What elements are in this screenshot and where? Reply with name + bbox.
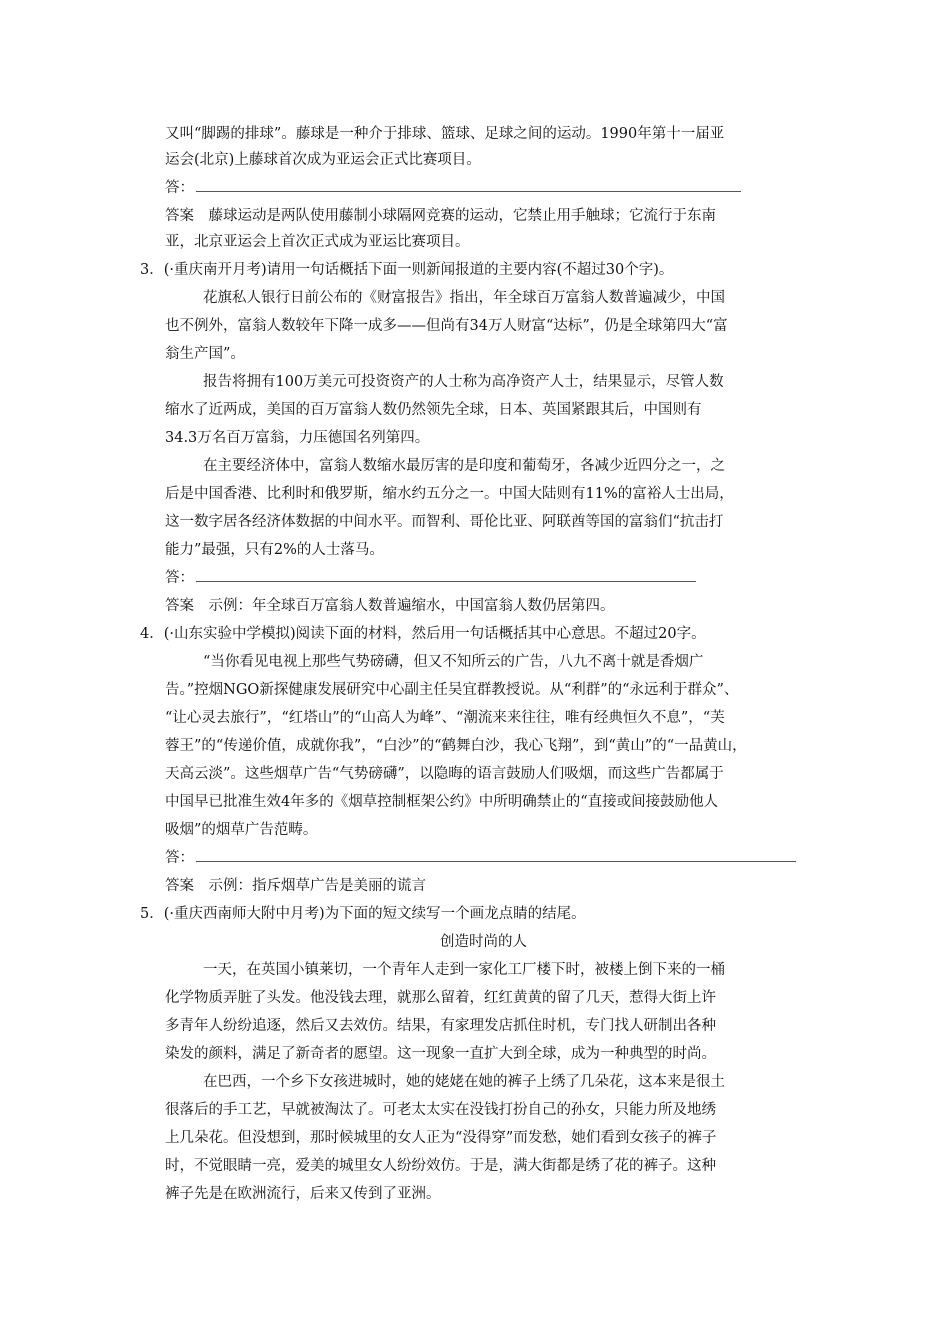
q5-paragraph-line: 化学物质弄脏了头发。他没钱去理，就那么留着，红红黄黄的留了几天，惹得大街上许 [165, 990, 716, 1006]
q3-prompt: 3．(·重庆南开月考)请用一句话概括下面一则新闻报道的主要内容(不超过30个字)。 [140, 262, 674, 278]
q2-answer-key: 答案 藤球运动是两队使用藤制小球隔网竞赛的运动，它禁止用手触球；它流行于东南 [165, 208, 716, 224]
q3-answer-key: 答案 示例：年全球百万富翁人数普遍缩水，中国富翁人数仍居第四。 [165, 598, 615, 614]
q2-answer-line [165, 178, 741, 198]
q2-text-line: 运会(北京)上藤球首次成为亚运会正式比赛项目。 [165, 152, 481, 168]
q3-paragraph-line: 能力”最强，只有2%的人士落马。 [165, 542, 384, 558]
q3-paragraph-line: 也不例外，富翁人数较年下降一成多——但尚有34万人财富“达标”，仍是全球第四大“富 [165, 318, 728, 334]
q5-passage-title: 创造时尚的人 [440, 934, 527, 950]
q3-paragraph-line: 这一数字居各经济体数据的中间水平。而智利、哥伦比亚、阿联酋等国的富翁们“抗击打 [165, 514, 724, 530]
q5-paragraph-line: 上几朵花。但没想到，那时候城里的女人正为“没得穿”而发愁，她们看到女孩子的裤子 [165, 1130, 717, 1146]
q5-paragraph-line: 时，不觉眼睛一亮，爱美的城里女人纷纷效仿。于是，满大街都是绣了花的裤子。这种 [165, 1158, 716, 1174]
q5-paragraph-line: 染发的颜料，满足了新奇者的愿望。这一现象一直扩大到全球，成为一种典型的时尚。 [165, 1046, 716, 1062]
q4-paragraph-line: 中国早已批准生效4年多的《烟草控制框架公约》中所明确禁止的“直接或间接鼓励他人 [165, 794, 719, 810]
q5-paragraph-line: 一天，在英国小镇莱切，一个青年人走到一家化工厂楼下时，被楼上倒下来的一桶 [203, 962, 725, 978]
q4-paragraph-line: 蓉王”的“传递价值，成就你我”，“白沙”的“鹤舞白沙，我心飞翔”，到“黄山”的“一品黄山， [165, 738, 747, 754]
answer-blank [196, 570, 696, 582]
answer-label: 答： [165, 570, 194, 586]
q3-paragraph-line: 在主要经济体中，富翁人数缩水最厉害的是印度和葡萄牙，各减少近四分之一，之 [203, 458, 725, 474]
q4-paragraph-line: 告。”控烟NGO新探健康发展研究中心副主任吴宜群教授说。从“利群”的“永远利于群众”、 [165, 682, 739, 698]
q4-answer-line [165, 848, 796, 868]
q4-paragraph-line: 吸烟”的烟草广告范畴。 [165, 822, 318, 838]
q3-paragraph-line: 缩水了近两成，美国的百万富翁人数仍然领先全球，日本、英国紧跟其后，中国则有 [165, 402, 702, 418]
q4-paragraph-line: “让心灵去旅行”，“红塔山”的“山高人为峰”、“潮流来来往往，唯有经典恒久不息”，“芙 [165, 710, 725, 726]
q5-paragraph-line: 裤子先是在欧洲流行，后来又传到了亚洲。 [165, 1186, 441, 1202]
q5-prompt: 5．(·重庆西南师大附中月考)为下面的短文续写一个画龙点睛的结尾。 [140, 906, 586, 922]
q2-answer-key: 亚，北京亚运会上首次正式成为亚运比赛项目。 [165, 234, 470, 250]
q2-text-line: 又叫“脚踢的排球”。藤球是一种介于排球、篮球、足球之间的运动。1990年第十一届亚 [165, 126, 725, 142]
q3-paragraph-line: 34.3万名百万富翁，力压德国名列第四。 [165, 430, 430, 446]
q4-paragraph-line: 天高云淡”。这些烟草广告“气势磅礴”，以隐晦的语言鼓励人们吸烟，而这些广告都属于 [165, 766, 724, 782]
q3-paragraph-line: 花旗私人银行日前公布的《财富报告》指出，年全球百万富翁人数普遍减少，中国 [203, 290, 725, 306]
q3-answer-line [165, 568, 696, 588]
q5-paragraph-line: 在巴西，一个乡下女孩进城时，她的姥姥在她的裤子上绣了几朵花，这本来是很土 [203, 1074, 725, 1090]
q4-answer-key: 答案 示例：指斥烟草广告是美丽的谎言 [165, 878, 426, 894]
q4-prompt: 4．(·山东实验中学模拟)阅读下面的材料，然后用一句话概括其中心意思。不超过20字。 [140, 626, 706, 642]
q3-paragraph-line: 报告将拥有100万美元可投资资产的人士称为高净资产人士，结果显示，尽管人数 [203, 374, 724, 390]
q5-paragraph-line: 多青年人纷纷追逐，然后又去效仿。结果，有家理发店抓住时机，专门找人研制出各种 [165, 1018, 716, 1034]
answer-label: 答： [165, 180, 194, 196]
answer-blank [196, 850, 796, 862]
q3-paragraph-line: 翁生产国”。 [165, 346, 245, 362]
answer-blank [196, 180, 741, 192]
q5-paragraph-line: 很落后的手工艺，早就被淘汰了。可老太太实在没钱打扮自己的孙女，只能力所及地绣 [165, 1102, 716, 1118]
q3-paragraph-line: 后是中国香港、比利时和俄罗斯，缩水约五分之一。中国大陆则有11%的富裕人士出局， [165, 486, 734, 502]
q4-paragraph-line: “当你看见电视上那些气势磅礴，但又不知所云的广告，八九不离十就是香烟广 [203, 654, 704, 670]
answer-label: 答： [165, 850, 194, 866]
